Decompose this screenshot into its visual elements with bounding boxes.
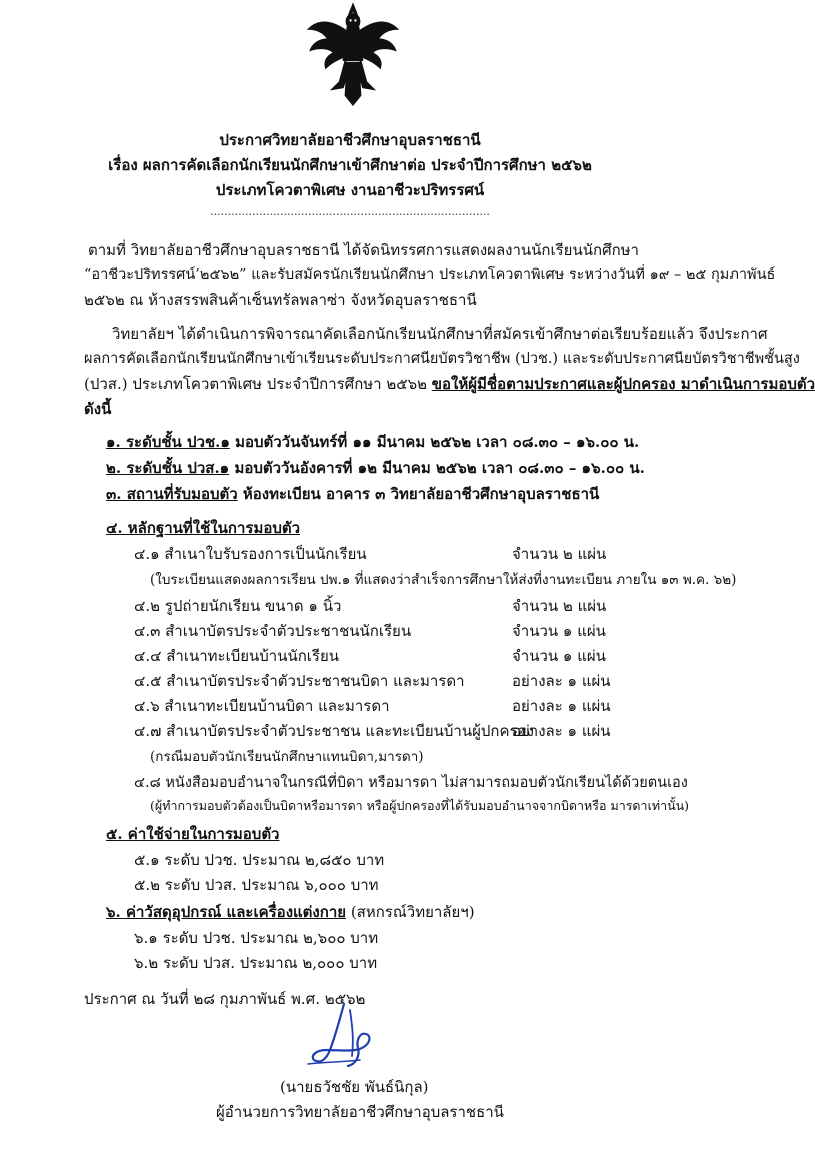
document-qty: อย่างละ ๑ แผ่น xyxy=(512,722,611,740)
schedule-item-2: ๒. ระดับชั้น ปวส.๑ มอบตัววันอังคารที่ ๑๒ มีนาคม ๒๕๖๒ เวลา ๐๘.๓๐ – ๑๖.๐๐ น. xyxy=(106,459,645,477)
para2-line2: ผลการคัดเลือกนักเรียนนักศึกษาเข้าเรียนระดับประกาศนียบัตรวิชาชีพ (ปวช.) และระดับประกาศนียบัตรวิชาชีพชั้นสูง xyxy=(84,351,800,367)
supplies-heading: ๖. ค่าวัสดุอุปกรณ์ และเครื่องแต่งกาย (สหกรณ์วิทยาลัยฯ) xyxy=(106,903,475,921)
announcement-category: ประเภทโควตาพิเศษ งานอาชีวะปริทรรศน์ xyxy=(215,181,485,199)
para2-line3: (ปวส.) ประเภทโควตาพิเศษ ประจำปีการศึกษา ๒๕๖๒ ขอให้ผู้มีชื่อตามประกาศและผู้ปกครอง มาดำเนินการมอบตัว xyxy=(84,375,815,393)
signatory-name: (นายธวัชชัย พันธ์นิกุล) xyxy=(280,1078,429,1096)
documents-heading: ๔. หลักฐานที่ใช้ในการมอบตัว xyxy=(106,519,301,537)
document-qty: อย่างละ ๑ แผ่น xyxy=(512,697,611,715)
document-item: ๔.๖ สำเนาทะเบียนบ้านบิดา และมารดา xyxy=(134,697,390,715)
document-item-8: ๔.๘ หนังสือมอบอำนาจในกรณีที่บิดา หรือมารดา ไม่สามารถมอบตัวนักเรียนได้ด้วยตนเอง xyxy=(134,775,688,791)
announcement-subject: เรื่อง ผลการคัดเลือกนักเรียนนักศึกษาเข้าศึกษาต่อ ประจำปีการศึกษา ๒๕๖๒ xyxy=(108,156,592,174)
garuda-emblem-icon xyxy=(304,0,402,112)
para2-emphasis: ขอให้ผู้มีชื่อตามประกาศและผู้ปกครอง มาดำเนินการมอบตัว xyxy=(431,375,815,393)
para1-line2: “อาชีวะปริทรรศน์’๒๕๖๒” และรับสมัครนักเรียนนักศึกษา ประเภทโควตาพิเศษ ระหว่างวันที่ ๑๙ – ๒๕ กุมภาพันธ์ xyxy=(84,267,776,283)
schedule-item-1: ๑. ระดับชั้น ปวช.๑ มอบตัววันจันทร์ที่ ๑๑ มีนาคม ๒๕๖๒ เวลา ๐๘.๓๐ – ๑๖.๐๐ น. xyxy=(106,433,640,451)
announcement-title: ประกาศวิทยาลัยอาชีวศึกษาอุบลราชธานี xyxy=(219,131,481,149)
document-qty: อย่างละ ๑ แผ่น xyxy=(512,672,611,690)
header-divider: ................................................................................ xyxy=(210,205,490,218)
para2-line1: วิทยาลัยฯ ได้ดำเนินการพิจารณาคัดเลือกนักเรียนนักศึกษาที่สมัครเข้าศึกษาต่อเรียบร้อยแล้ว จึงประกาศ xyxy=(112,325,768,343)
announcement-date: ประกาศ ณ วันที่ ๒๘ กุมภาพันธ์ พ.ศ. ๒๕๖๒ xyxy=(84,990,366,1008)
schedule-item-3: ๓. สถานที่รับมอบตัว ห้องทะเบียน อาคาร ๓ วิทยาลัยอาชีวศึกษาอุบลราชธานี xyxy=(106,485,600,503)
document-item: ๔.๓ สำเนาบัตรประจำตัวประชาชนนักเรียน xyxy=(134,622,412,640)
fees-heading: ๕. ค่าใช้จ่ายในการมอบตัว xyxy=(106,825,280,843)
para1-line1: ตามที่ วิทยาลัยอาชีวศึกษาอุบลราชธานี ได้จัดนิทรรศการแสดงผลงานนักเรียนนักศึกษา xyxy=(88,241,639,259)
document-note-1: (ใบระเบียนแสดงผลการเรียน ปพ.๑ ที่แสดงว่าสำเร็จการศึกษาให้ส่งที่งานทะเบียน ภายใน ๑๓ พ.ค. ๖๒) xyxy=(150,572,737,588)
signatory-position: ผู้อำนวยการวิทยาลัยอาชีวศึกษาอุบลราชธานี xyxy=(216,1103,504,1121)
document-note-7: (กรณีมอบตัวนักเรียนนักศึกษาแทนบิดา,มารดา) xyxy=(150,749,424,765)
document-item: ๔.๕ สำเนาบัตรประจำตัวประชาชนบิดา และมารดา xyxy=(134,672,465,690)
document-qty: จำนวน ๒ แผ่น xyxy=(512,545,607,563)
document-qty: จำนวน ๑ แผ่น xyxy=(512,647,606,665)
document-qty: จำนวน ๒ แผ่น xyxy=(512,597,607,615)
document-item: ๔.๒ รูปถ่ายนักเรียน ขนาด ๑ นิ้ว xyxy=(134,597,342,615)
document-note-8: (ผู้ทำการมอบตัวต้องเป็นบิดาหรือมารดา หรือผู้ปกครองที่ได้รับมอบอำนาจจากบิดาหรือ มารดาเท่านั้น) xyxy=(150,798,690,813)
para1-line3: ๒๕๖๒ ณ ห้างสรรพสินค้าเซ็นทรัลพลาซ่า จังหวัดอุบลราชธานี xyxy=(84,291,477,309)
signature-icon xyxy=(300,1000,390,1075)
document-qty: จำนวน ๑ แผ่น xyxy=(512,622,606,640)
fees-line-1: ๕.๑ ระดับ ปวช. ประมาณ ๒,๘๕๐ บาท xyxy=(134,851,385,869)
fees-line-2: ๕.๒ ระดับ ปวส. ประมาณ ๖,๐๐๐ บาท xyxy=(134,876,379,894)
para2-line4: ดังนี้ xyxy=(84,400,112,418)
document-item: ๔.๔ สำเนาทะเบียนบ้านนักเรียน xyxy=(134,647,340,665)
supplies-line-1: ๖.๑ ระดับ ปวช. ประมาณ ๒,๖๐๐ บาท xyxy=(134,929,379,947)
document-item: ๔.๑ สำเนาใบรับรองการเป็นนักเรียน xyxy=(134,545,367,563)
document-item: ๔.๗ สำเนาบัตรประจำตัวประชาชน และทะเบียนบ้านผู้ปกครอง xyxy=(134,722,534,740)
supplies-line-2: ๖.๒ ระดับ ปวส. ประมาณ ๒,๐๐๐ บาท xyxy=(134,954,378,972)
